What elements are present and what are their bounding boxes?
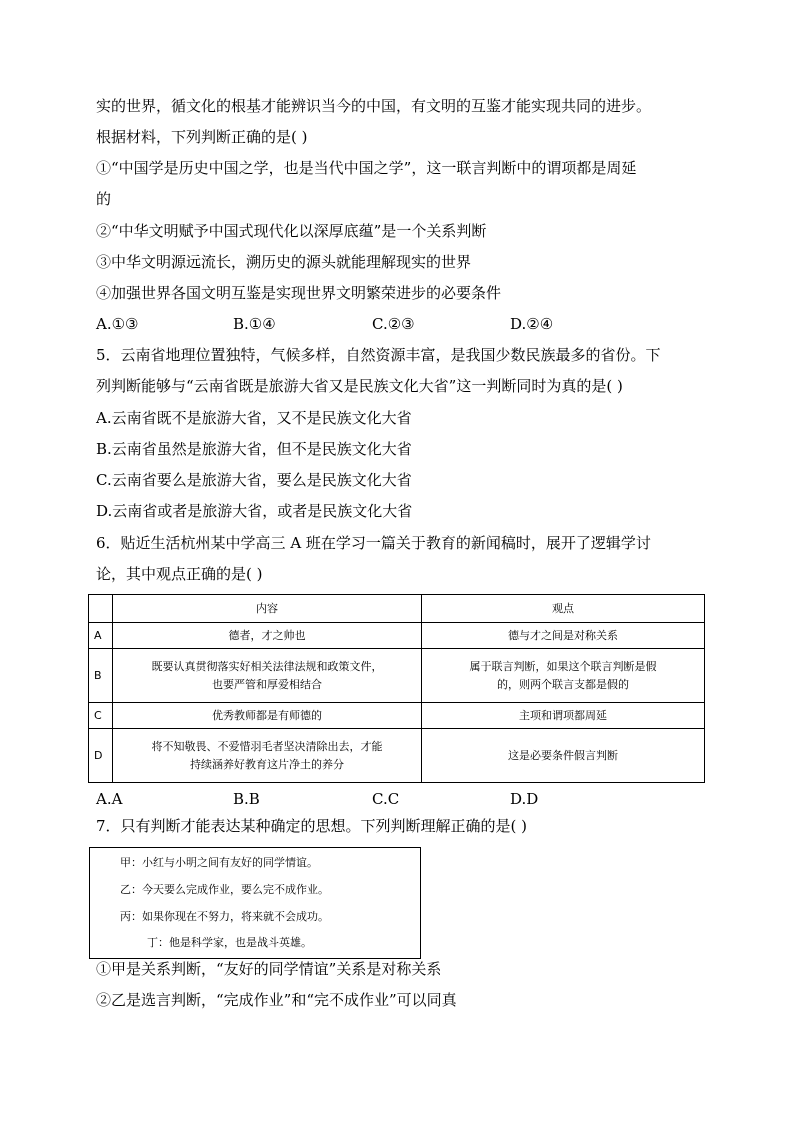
row-content-line: 也要严管和厚爱相结合 — [212, 677, 322, 691]
row-content: 优秀教师都是有师德的 — [113, 703, 422, 729]
row-label: B — [89, 649, 113, 703]
q5-option-d: D.云南省或者是旅游大省，或者是民族文化大省 — [96, 502, 413, 520]
question-4-stem: 根据材料，下列判断正确的是( ) — [96, 128, 308, 146]
box-line-bing: 丙：如果你现在不努力，将来就不会成功。 — [120, 910, 329, 923]
q4-option-a: A.①③ — [96, 315, 139, 333]
table-row — [89, 729, 705, 783]
q7-material-box — [89, 847, 421, 959]
table-row — [89, 649, 705, 703]
row-view: 主项和谓项都周延 — [422, 703, 705, 729]
statement-4: ④加强世界各国文明互鉴是实现世界文明繁荣进步的必要条件 — [96, 284, 502, 302]
row-label: D — [89, 729, 113, 783]
row-content: 德者，才之帅也 — [113, 623, 422, 649]
statement-3: ③中华文明源远流长，溯历史的源头就能理解现实的世界 — [96, 253, 472, 271]
q7-statement-2: ②乙是选言判断，“完成作业”和“完不成作业”可以同真 — [96, 991, 457, 1009]
q4-option-b: B.①④ — [233, 315, 276, 333]
q6-option-b: B.B — [233, 790, 260, 808]
question-6-stem: 6．贴近生活杭州某中学高三 A 班在学习一篇关于教育的新闻稿时，展开了逻辑学讨 — [96, 534, 651, 552]
table-row — [89, 623, 705, 649]
q4-option-c: C.②③ — [372, 315, 415, 333]
table-corner-cell — [89, 595, 113, 623]
q5-option-b: B.云南省虽然是旅游大省，但不是民族文化大省 — [96, 440, 412, 458]
passage-line: 实的世界，循文化的根基才能辨识当今的中国，有文明的互鉴才能实现共同的进步。 — [96, 97, 652, 115]
row-content-line: 将不知敬畏、不爱惜羽毛者坚决清除出去，才能 — [151, 739, 383, 753]
row-label: C — [89, 703, 113, 729]
row-content-line: 既要认真贯彻落实好相关法律法规和政策文件， — [151, 659, 383, 673]
row-view — [422, 649, 705, 703]
q7-statement-1: ①甲是关系判断，“友好的同学情谊”关系是对称关系 — [96, 960, 442, 978]
q6-option-a: A.A — [96, 790, 123, 808]
table-header-row — [89, 595, 705, 623]
question-6-stem-cont: 论，其中观点正确的是( ) — [96, 565, 263, 583]
header-view: 观点 — [422, 595, 705, 623]
row-content — [113, 649, 422, 703]
row-content-line: 持续涵养好教育这片净土的养分 — [190, 757, 344, 771]
box-line-jia: 甲：小红与小明之间有友好的同学情谊。 — [120, 856, 318, 869]
q5-option-c: C.云南省要么是旅游大省，要么是民族文化大省 — [96, 471, 412, 489]
q4-option-d: D.②④ — [510, 315, 554, 333]
header-content: 内容 — [113, 595, 422, 623]
row-view-line: 的，则两个联言支都是假的 — [497, 677, 629, 691]
q6-table — [88, 594, 705, 783]
box-line-yi: 乙：今天要么完成作业，要么完不成作业。 — [120, 883, 329, 896]
row-view: 德与才之间是对称关系 — [422, 623, 705, 649]
question-7-stem: 7．只有判断才能表达某种确定的思想。下列判断理解正确的是( ) — [96, 817, 528, 835]
statement-1: ①“中国学是历史中国之学，也是当代中国之学”，这一联言判断中的谓项都是周延 — [96, 159, 637, 177]
question-5-stem-cont: 列判断能够与“云南省既是旅游大省又是民族文化大省”这一判断同时为真的是( ) — [96, 377, 623, 395]
row-view: 这是必要条件假言判断 — [422, 729, 705, 783]
q6-option-d: D.D — [510, 790, 539, 808]
q6-option-c: C.C — [372, 790, 400, 808]
table-row — [89, 703, 705, 729]
box-line-ding: 丁：他是科学家，也是战斗英雄。 — [147, 936, 312, 949]
row-content — [113, 729, 422, 783]
q5-option-a: A.云南省既不是旅游大省，又不是民族文化大省 — [96, 409, 412, 427]
statement-2: ②“中华文明赋予中国式现代化以深厚底蕴”是一个关系判断 — [96, 222, 487, 240]
row-label: A — [89, 623, 113, 649]
question-5-stem: 5．云南省地理位置独特，气候多样，自然资源丰富，是我国少数民族最多的省份。下 — [96, 346, 661, 364]
statement-1-cont: 的 — [96, 190, 112, 208]
row-view-line: 属于联言判断，如果这个联言判断是假 — [469, 659, 657, 673]
